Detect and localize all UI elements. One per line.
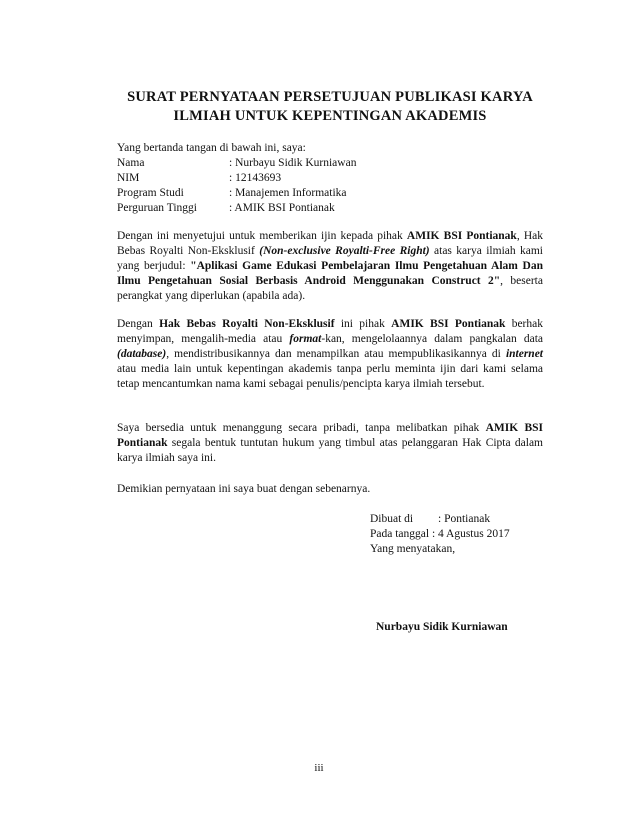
license-name: Hak Bebas Royalti Non-Eksklusif	[159, 318, 335, 330]
institution-name: AMIK BSI Pontianak	[391, 318, 506, 330]
signature-block	[370, 512, 510, 557]
work-title: "Aplikasi Game Edukasi Pembelajaran Ilmu Pengetahuan Alam Dan Ilmu Pengetahuan Sosial Berbasis Android Menggunakan Construct 2"	[117, 260, 544, 287]
identity-row-program	[117, 186, 356, 201]
document-title	[117, 88, 543, 126]
term-database: (database)	[117, 348, 167, 360]
identity-label: NIM	[117, 172, 140, 184]
text: , beserta perangkat yang diperlukan (apabila ada).	[117, 275, 543, 302]
identity-value: : Manajemen Informatika	[229, 187, 347, 199]
identity-value: : Nurbayu Sidik Kurniawan	[229, 157, 357, 169]
signature-place	[370, 512, 510, 527]
place-label: Dibuat di	[370, 513, 414, 525]
paragraph-closing: Demikian pernyataan ini saya buat dengan sebenarnya.	[117, 483, 371, 495]
intro-text: Yang bertanda tangan di bawah ini, saya:	[117, 142, 306, 154]
text: , Hak Bebas Royalti Non-Eksklusif	[117, 230, 544, 257]
identity-label: Perguruan Tinggi	[117, 202, 197, 214]
identity-label: Program Studi	[117, 187, 184, 199]
paragraph-liability	[117, 421, 543, 466]
term-format: format	[289, 333, 322, 345]
identity-row-nim	[117, 171, 356, 186]
text: berhak menyimpan, mengalih-media atau	[117, 318, 543, 345]
text: Saya bersedia untuk menanggung secara pribadi, tanpa melibatkan pihak	[117, 422, 486, 434]
text: ini pihak	[334, 318, 392, 330]
text: Dengan	[117, 318, 160, 330]
paragraph-consent	[117, 229, 543, 304]
title-line-2: ILMIAH UNTUK KEPENTINGAN AKADEMIS	[173, 108, 487, 124]
identity-label: Nama	[117, 157, 145, 169]
identity-value: : 12143693	[229, 172, 282, 184]
institution-name: AMIK BSI Pontianak	[117, 422, 544, 449]
title-line-1: SURAT PERNYATAAN PERSETUJUAN PUBLIKASI KARYA	[127, 89, 533, 105]
text: , mendistribusikannya dan menampilkan atau mempublikasikannya di	[166, 348, 506, 360]
text: -kan, mengelolaannya dalam pangkalan data	[321, 333, 543, 345]
text: atas karya ilmiah kami yang berjudul:	[117, 245, 544, 272]
identity-value: : AMIK BSI Pontianak	[229, 202, 335, 214]
text: atau media lain untuk kepentingan akademis tanpa perlu meminta ijin dari kami selama tetap mencantumkan nama kami sebagai penulis/pencipta karya ilmiah tersebut.	[117, 363, 543, 390]
paragraph-rights	[117, 317, 543, 392]
identity-row-university	[117, 201, 356, 216]
signature-statement: Yang menyatakan,	[370, 543, 456, 555]
place-value: : Pontianak	[438, 513, 491, 525]
text: segala bentuk tuntutan hukum yang timbul atas pelanggaran Hak Cipta dalam karya ilmiah saya ini.	[117, 437, 543, 464]
license-term: (Non-exclusive Royalti-Free Right)	[259, 245, 430, 257]
signer-name: Nurbayu Sidik Kurniawan	[376, 621, 508, 633]
institution-name: AMIK BSI Pontianak	[406, 230, 517, 242]
identity-row-name	[117, 156, 356, 171]
identity-table	[117, 156, 356, 216]
text: Dengan ini menyetujui untuk memberikan ijin kepada pihak	[117, 230, 407, 242]
page-number: iii	[314, 762, 324, 774]
signature-date: Pada tanggal : 4 Agustus 2017	[370, 528, 510, 540]
term-internet: internet	[505, 348, 543, 360]
